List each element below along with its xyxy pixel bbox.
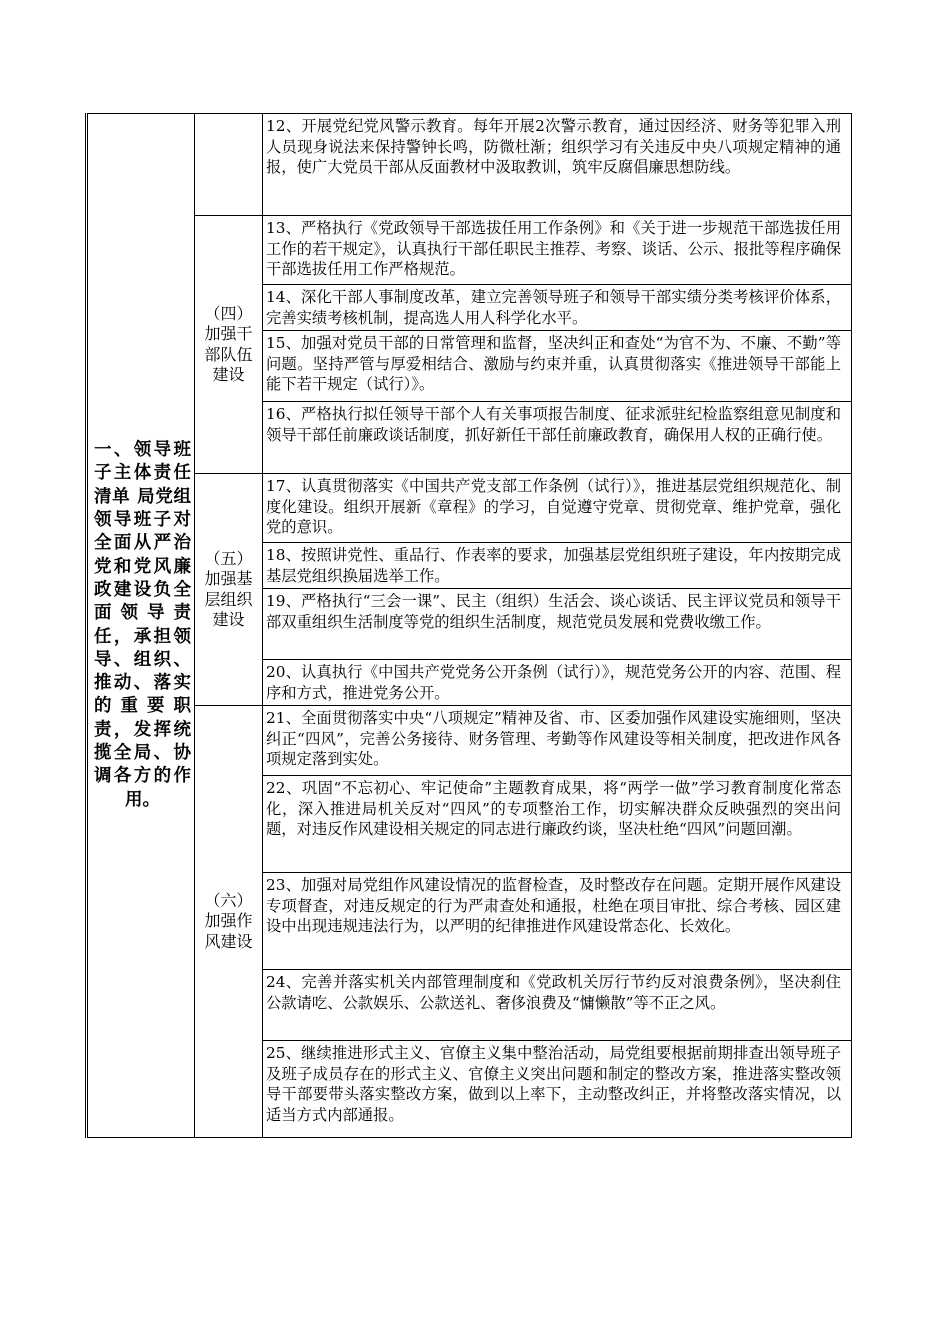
item-cell: 17、认真贯彻落实《中国共产党支部工作条例（试行）》，推进基层党组织规范化、制度化建设。组织开展新《章程》的学习，自觉遵守党章、贯彻党章、维护党章，强化党的意识。	[263, 474, 852, 543]
item-cell: 22、巩固“不忘初心、牢记使命”主题教育成果，将“两学一做”学习教育制度化常态化，深入推进局机关反对“四风”的专项整治工作，切实解决群众反映强烈的突出问题，对违反作风建设相关规定的同志进行廉政约谈，坚决杜绝“四风”问题回潮。	[263, 776, 852, 873]
item-cell: 14、深化干部人事制度改革，建立完善领导班子和领导干部实绩分类考核评价体系，完善实绩考核机制，提高选人用人科学化水平。	[263, 285, 852, 331]
section-label-cell	[195, 114, 263, 216]
item-cell: 16、严格执行拟任领导干部个人有关事项报告制度、征求派驻纪检监察组意见制度和领导干部任前廉政谈话制度，抓好新任干部任前廉政教育，确保用人权的正确行使。	[263, 402, 852, 474]
item-cell: 25、继续推进形式主义、官僚主义集中整治活动，局党组要根据前期排查出领导班子及班子成员存在的形式主义、官僚主义突出问题和制定的整改方案，推进落实整改领导干部要带头落实整改方案，做到以上率下，主动整改纠正，并将整改落实情况，以适当方式内部通报。	[263, 1041, 852, 1138]
table-row	[87, 474, 852, 543]
responsibility-table	[85, 113, 852, 1138]
main-category-cell: 一、领导班子主体责任清单 局党组领导班子对全面从严治党和党风廉政建设负全面领导责任，承担领导、组织、推动、落实的重要职责，发挥统揽全局、协调各方的作用。	[87, 114, 195, 1138]
item-cell: 19、严格执行“三会一课”、民主（组织）生活会、谈心谈话、民主评议党员和领导干部双重组织生活制度等党的组织生活制度，规范党员发展和党费收缴工作。	[263, 589, 852, 660]
section-label-cell: （六）加强作风建设	[195, 706, 263, 1138]
item-cell: 12、开展党纪党风警示教育。每年开展2次警示教育，通过因经济、财务等犯罪入刑人员现身说法来保持警钟长鸣，防微杜渐；组织学习有关违反中央八项规定精神的通报，使广大党员干部从反面教材中汲取教训，筑牢反腐倡廉思想防线。	[263, 114, 852, 216]
item-cell: 20、认真执行《中国共产党党务公开条例（试行）》，规范党务公开的内容、范围、程序和方式，推进党务公开。	[263, 660, 852, 706]
section-label-cell: （四）加强干部队伍建设	[195, 216, 263, 474]
table-row	[87, 216, 852, 285]
item-cell: 18、按照讲党性、重品行、作表率的要求，加强基层党组织班子建设，年内按期完成基层党组织换届选举工作。	[263, 543, 852, 589]
table-row	[87, 706, 852, 776]
item-cell: 24、完善并落实机关内部管理制度和《党政机关厉行节约反对浪费条例》，坚决刹住公款请吃、公款娱乐、公款送礼、奢侈浪费及“慵懒散”等不正之风。	[263, 970, 852, 1041]
table-row	[87, 114, 852, 216]
item-cell: 13、严格执行《党政领导干部选拔任用工作条例》和《关于进一步规范干部选拔任用工作的若干规定》，认真执行干部任职民主推荐、考察、谈话、公示、报批等程序确保干部选拔任用工作严格规范。	[263, 216, 852, 285]
item-cell: 23、加强对局党组作风建设情况的监督检查，及时整改存在问题。定期开展作风建设专项督查，对违反规定的行为严肃查处和通报，杜绝在项目审批、综合考核、园区建设中出现违规违法行为，以严明的纪律推进作风建设常态化、长效化。	[263, 873, 852, 970]
item-cell: 15、加强对党员干部的日常管理和监督，坚决纠正和查处“为官不为、不廉、不勤”等问题。坚持严管与厚爱相结合、激励与约束并重，认真贯彻落实《推进领导干部能上能下若干规定（试行）》。	[263, 331, 852, 402]
section-label-cell: （五）加强基层组织建设	[195, 474, 263, 706]
item-cell: 21、全面贯彻落实中央“八项规定”精神及省、市、区委加强作风建设实施细则，坚决纠正“四风”，完善公务接待、财务管理、考勤等作风建设等相关制度，把改进作风各项规定落到实处。	[263, 706, 852, 776]
